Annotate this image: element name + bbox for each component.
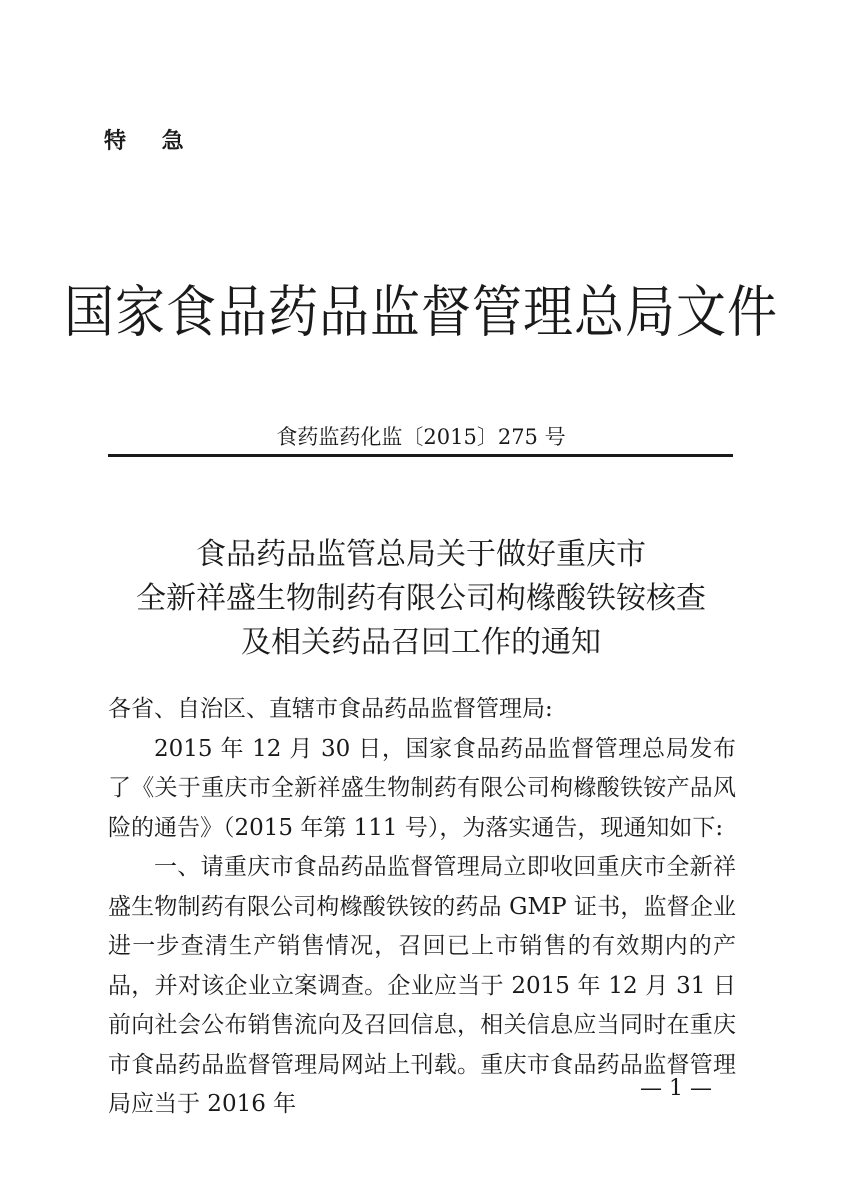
document-number: 食药监药化监〔2015〕275 号 <box>276 425 566 449</box>
notice-title-line: 食品药品监管总局关于做好重庆市 <box>196 537 646 572</box>
body-paragraph: 一、请重庆市食品药品监督管理局立即收回重庆市全新祥盛生物制药有限公司枸橼酸铁铵的药品 GMP 证书，监督企业进一步查清生产销售情况，召回已上市销售的有效期内的产品，并对该企业立案调查。企业应当于 2015 年 12 月 31 日前向社会公布销售流向及召回信息，相关信息应当同时在重庆市食品药品监督管理局网站上刊载。重庆市食品药品监督管理局应当于 2016 年 <box>108 854 736 1117</box>
page-number: — 1 — <box>640 1076 712 1101</box>
notice-title-line: 及相关药品召回工作的通知 <box>241 625 601 660</box>
addressee: 各省、自治区、直辖市食品药品监督管理局: <box>108 696 553 722</box>
notice-title <box>0 533 842 665</box>
agency-title: 国家食品药品监督管理总局文件 <box>64 280 778 345</box>
body-paragraph: 2015 年 12 月 30 日，国家食品药品监督管理总局发布了《关于重庆市全新祥盛生物制药有限公司枸橼酸铁铵产品风险的通告》（2015 年第 111 号），为落实通告，现通知如下: <box>108 735 736 841</box>
urgency-label: 特 急 <box>104 129 198 154</box>
document-body <box>108 690 736 1125</box>
notice-title-line: 全新祥盛生物制药有限公司枸橼酸铁铵核查 <box>136 581 706 616</box>
header-divider <box>108 454 733 457</box>
